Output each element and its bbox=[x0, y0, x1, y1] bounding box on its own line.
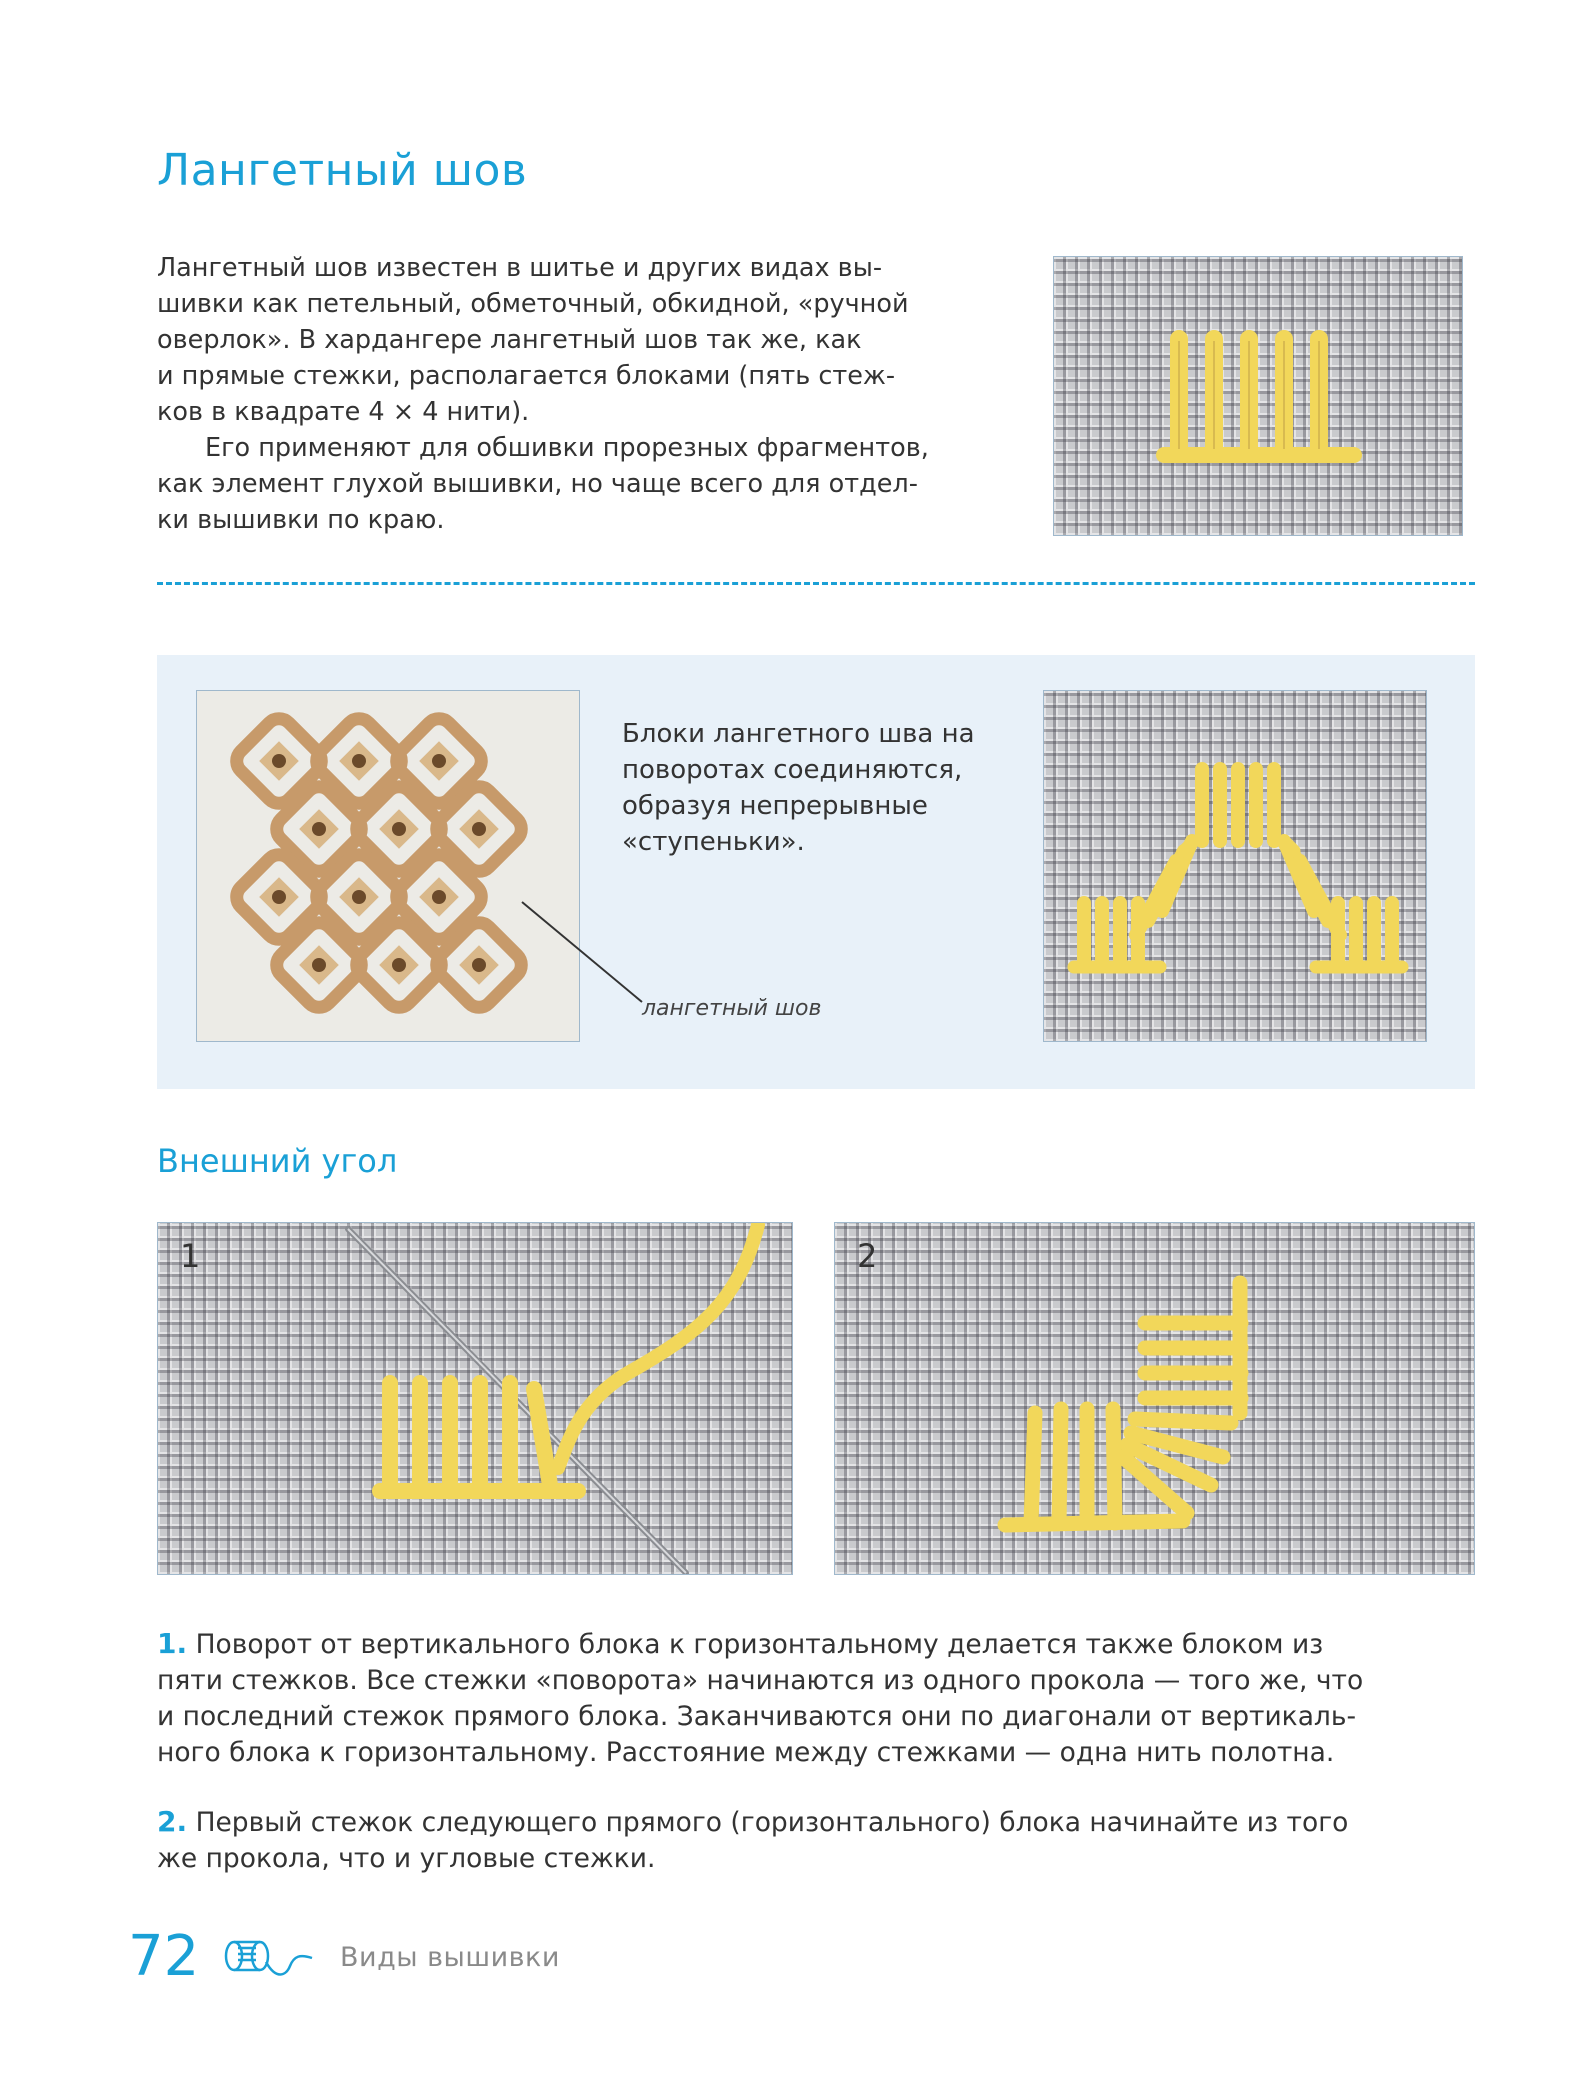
step-2-text: 2. Первый стежок следующего прямого (горизонтального) блока начинайте из того же прокола, что и угловые стежки. bbox=[157, 1805, 1349, 1874]
photo-step-1 bbox=[157, 1222, 793, 1575]
photo-step-2-label: 2 bbox=[857, 1237, 878, 1275]
callout-line bbox=[520, 900, 650, 1010]
intro-paragraph-2: Его применяют для обшивки прорезных фрагментов, как элемент глухой вышивки, но чаще всего для отдел- ки вышивки по краю. bbox=[157, 433, 929, 535]
stepped-blocks-illustration bbox=[1044, 691, 1427, 1042]
section-subtitle: Внешний угол bbox=[157, 1142, 398, 1180]
panel-description: Блоки лангетного шва на поворотах соединяются, образуя непрерывные «ступеньки». bbox=[622, 719, 975, 857]
step-1-text: 1. Поворот от вертикального блока к горизонтальному делается также блоком из пяти стежков. Все стежки «поворота» начинаются из одного прокола — того же, что и последний стежок прямого блока. Заканчиваются они по диагонали от вертикаль- ного блока к горизонтальному. Расстояние между стежками — одна нить полотна. bbox=[157, 1627, 1364, 1768]
intro-text bbox=[157, 250, 1007, 538]
buttonhole-block-illustration bbox=[1054, 257, 1463, 536]
photo-step-1-label: 1 bbox=[180, 1237, 201, 1275]
step-1-number: 1. bbox=[157, 1627, 188, 1660]
section-name: Виды вышивки bbox=[340, 1942, 560, 1973]
step-2-illustration bbox=[835, 1223, 1475, 1575]
callout-label: лангетный шов bbox=[642, 996, 822, 1021]
photo-buttonhole-block bbox=[1053, 256, 1463, 536]
dashed-divider bbox=[157, 582, 1475, 585]
photo-step-2 bbox=[834, 1222, 1475, 1575]
intro-paragraph-1: Лангетный шов известен в шитье и других видах вы- шивки как петельный, обметочный, обкидной, «ручной оверлок». В хардангере лангетный шов так же, как и прямые стежки, располагается блоками (пять стеж- ков в квадрате 4 × 4 нити). bbox=[157, 253, 909, 427]
thread-spool-icon bbox=[220, 1932, 316, 1984]
step-1-illustration bbox=[158, 1223, 793, 1575]
page-number: 72 bbox=[128, 1924, 200, 1989]
photo-stepped-blocks bbox=[1043, 690, 1427, 1042]
step-2-number: 2. bbox=[157, 1805, 188, 1838]
page-title: Лангетный шов bbox=[157, 145, 528, 196]
